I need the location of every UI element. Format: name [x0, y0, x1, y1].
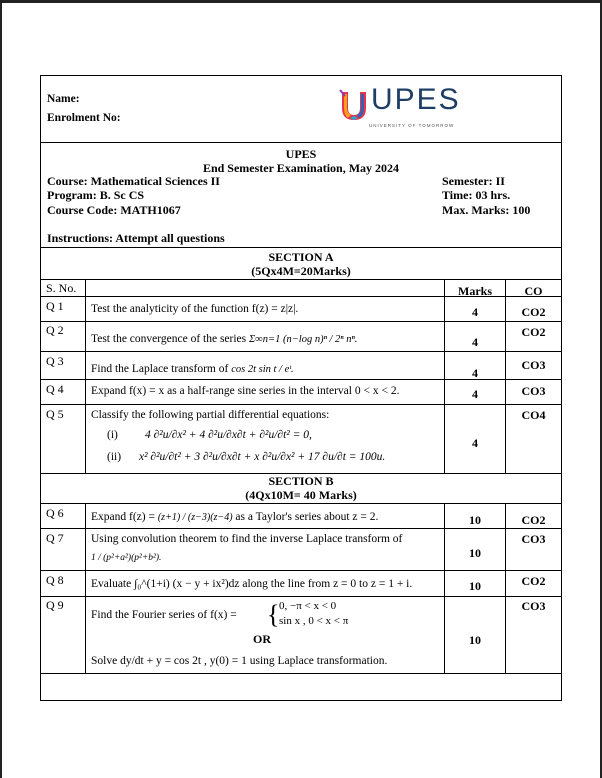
- question-text: [91, 510, 378, 525]
- logo-subtitle: UNIVERSITY OF TOMORROW: [369, 123, 455, 128]
- sub-question-equation: x² ∂²u/∂t² + 3 ∂²u/∂x∂t + x ∂²u/∂x² + 17 ∂u/∂t = 100u.: [139, 451, 386, 463]
- exam-sheet: [40, 75, 562, 701]
- or-separator: OR: [253, 632, 271, 646]
- upes-logo: [339, 83, 479, 130]
- question-text: Find the Fourier series of f(x) =: [91, 609, 237, 621]
- header-divider: [41, 142, 561, 143]
- question-text-pre: Expand f(z) =: [91, 511, 158, 523]
- question-marks: 4: [472, 305, 478, 319]
- instructions: Instructions: Attempt all questions: [47, 231, 225, 245]
- page-left-border: [0, 0, 2, 778]
- question-co: CO3: [521, 384, 546, 398]
- section-a-top-line: [41, 247, 561, 248]
- piecewise-brace-icon: {: [267, 600, 280, 629]
- question-number: Q 3: [46, 354, 64, 368]
- table-line: [41, 528, 561, 529]
- question-marks: 4: [472, 387, 478, 401]
- sub-question-label: (i): [107, 429, 118, 441]
- question-co: CO4: [521, 408, 546, 422]
- table-line: [41, 503, 561, 504]
- semester: Semester: II: [442, 174, 505, 188]
- question-text-post: as a Taylor's series about z = 2.: [232, 511, 379, 523]
- table-line: [41, 673, 561, 674]
- section-b-subtitle: (4Qx10M= 40 Marks): [245, 488, 357, 502]
- table-line: [41, 404, 561, 405]
- section-b-title: SECTION B: [268, 474, 334, 488]
- question-co: CO3: [521, 358, 546, 372]
- question-marks: 10: [469, 633, 481, 647]
- question-math: Σ∞n=1 (n−log n)ⁿ / 2ⁿ nⁿ.: [249, 334, 358, 345]
- question-marks: 10: [469, 513, 481, 527]
- question-math: 1 / (p²+a²)(p²+b²).: [91, 553, 162, 563]
- course-name: Course: Mathematical Sciences II: [47, 174, 220, 188]
- question-number: Q 4: [46, 382, 64, 396]
- section-a-subtitle: (5Qx4M=20Marks): [251, 264, 351, 278]
- piecewise-case: 0, −π < x < 0: [279, 600, 337, 612]
- question-text: Using convolution theorem to find the inverse Laplace transform of: [91, 533, 403, 545]
- question-number: Q 9: [46, 598, 64, 612]
- question-marks: 10: [469, 579, 481, 593]
- question-math: cos 2t sin t / eᵗ.: [231, 364, 294, 375]
- question-marks: 4: [472, 366, 478, 380]
- marks-header: Marks: [458, 284, 492, 298]
- question-co: CO2: [521, 305, 546, 319]
- question-co: CO2: [521, 574, 546, 588]
- program-name: Program: B. Sc CS: [47, 188, 145, 202]
- logo-text: UPES: [371, 83, 461, 116]
- column-divider: [85, 503, 86, 673]
- table-line: [41, 351, 561, 352]
- question-co: CO2: [521, 513, 546, 527]
- question-marks: 10: [469, 546, 481, 560]
- institution-name: UPES: [285, 147, 317, 161]
- question-number: Q 7: [46, 531, 64, 545]
- question-text-alternative: Solve dy/dt + y = cos 2t , y(0) = 1 using Laplace transformation.: [91, 655, 388, 667]
- question-marks: 4: [472, 436, 478, 450]
- question-number: Q 2: [46, 323, 64, 337]
- question-co: CO2: [521, 325, 546, 339]
- logo-mark-icon: [339, 88, 369, 122]
- question-number: Q 5: [46, 407, 64, 421]
- question-number: Q 8: [46, 573, 64, 587]
- co-header: CO: [524, 284, 543, 298]
- exam-time: Time: 03 hrs.: [442, 188, 511, 202]
- sub-question-equation: 4 ∂²u/∂x² + 4 ∂²u/∂x∂t + ∂²u/∂t² = 0,: [145, 429, 312, 441]
- question-text: Test the analyticity of the function f(z) = z|z|.: [91, 303, 299, 315]
- question-co: CO3: [521, 532, 546, 546]
- page-top-border: [0, 0, 602, 3]
- table-line: [41, 279, 561, 280]
- piecewise-case: sin x , 0 < x < π: [279, 615, 349, 627]
- enrolment-label: Enrolment No:: [47, 112, 121, 124]
- question-number: Q 6: [46, 506, 64, 520]
- question-text: Evaluate ∫₀^(1+i) (x − y + ix²)dz along the line from z = 0 to z = 1 + i.: [91, 578, 413, 590]
- question-text: [91, 332, 357, 347]
- question-text: [91, 362, 294, 377]
- section-a-title: SECTION A: [268, 250, 334, 264]
- question-math: (z+1) / (z−3)(z−4): [157, 512, 233, 523]
- sno-header: S. No.: [46, 281, 77, 295]
- exam-title: End Semester Examination, May 2024: [202, 161, 400, 175]
- question-text: Expand f(x) = x as a half-range sine series in the interval 0 < x < 2.: [91, 385, 400, 397]
- question-text-pre: Find the Laplace transform of: [91, 363, 232, 375]
- question-co: CO3: [521, 599, 546, 613]
- max-marks: Max. Marks: 100: [442, 203, 531, 217]
- column-divider: [85, 279, 86, 473]
- question-marks: 4: [472, 335, 478, 349]
- table-line: [41, 596, 561, 597]
- name-label: Name:: [47, 93, 80, 105]
- sub-question-label: (ii): [107, 451, 122, 463]
- table-line: [41, 570, 561, 571]
- question-text: Classify the following partial differential equations:: [91, 409, 330, 421]
- question-text-pre: Test the convergence of the series: [91, 333, 250, 345]
- course-code: Course Code: MATH1067: [47, 203, 181, 217]
- table-line: [41, 321, 561, 322]
- question-number: Q 1: [46, 299, 64, 313]
